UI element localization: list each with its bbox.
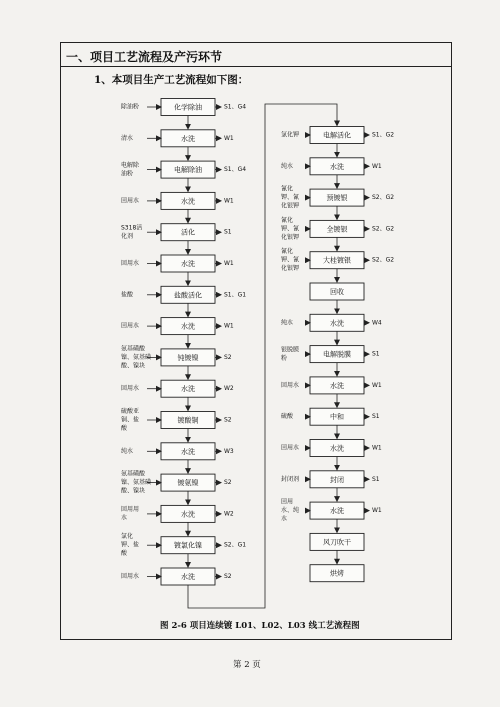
input-material-label: 钾、氰 [281,225,300,233]
pollutant-output-label: S2、G2 [372,225,395,233]
input-material-label: 回用用 [121,506,140,514]
pollutant-output-label: W1 [224,134,234,142]
process-step-label: 钝镀镍 [177,353,199,362]
input-material-label: 纯水 [121,447,134,455]
input-material-label: 镍、氨基磺 [121,353,152,361]
process-step-label: 水洗 [181,510,195,519]
process-step-label: 电解活化 [323,131,351,140]
process-step-label: 大桂镀银 [323,256,351,265]
process-step-label: 回收 [330,288,344,296]
input-material-label: 硫酸 [281,413,294,421]
input-material-label: 钾、氰 [281,256,300,264]
section-title: 一、项目工艺流程及产污环节 [66,50,223,64]
process-step-label: 预镀银 [326,194,348,203]
pollutant-output-label: S1 [372,413,380,421]
process-step-label: 风刀吹干 [323,538,351,547]
pollutant-output-label: S1 [372,475,380,483]
pollutant-output-label: S2 [224,479,232,487]
pollutant-output-label: W1 [372,444,382,452]
input-material-label: 回用水 [121,322,140,330]
input-material-label: 水、纯 [281,507,300,515]
input-material-label: 粉 [281,354,288,362]
pollutant-output-label: W1 [372,381,382,389]
input-material-label: 化银钾 [281,233,300,241]
input-material-label: 水 [121,514,128,522]
process-step-label: 水洗 [330,444,344,453]
process-step-label: 水洗 [181,197,195,206]
pollutant-output-label: S2 [224,573,232,580]
pollutant-output-label: W2 [224,385,234,393]
process-step-label: 中和 [330,413,344,422]
pollutant-output-label: S1、G1 [224,291,247,299]
input-material-label: 酸 [121,425,128,432]
input-material-label: 氰化 [281,216,294,224]
process-step-label: 镀氯化镍 [174,541,202,550]
process-step-label: 烘烤 [330,569,344,578]
pollutant-output-label: S2、G2 [372,256,395,264]
process-step-label: 水洗 [330,381,344,390]
input-material-label: 酸 [121,550,128,558]
process-step-label: 盐酸活化 [174,291,202,300]
input-material-label: 油粉 [121,170,134,178]
input-material-label: 回用水 [281,444,300,452]
process-step-label: 化学除油 [174,103,202,112]
input-material-label: 铜、盐 [121,416,140,424]
process-step-label: 镀氨镍 [177,479,199,488]
input-material-label: 酸、镍块 [121,487,146,495]
input-material-label: 氰化 [281,185,294,193]
input-material-label: 除油粉 [121,103,140,111]
process-step-label: 水洗 [181,573,195,581]
process-step-label: 水洗 [330,162,344,171]
input-material-label: 清水 [121,134,134,142]
process-step-label: 电解脱膜 [323,350,351,359]
process-step-label: 镀酸铜 [177,416,199,425]
process-step-label: 水洗 [181,447,195,456]
input-material-label: 酸、镍块 [121,362,146,370]
input-material-label: 回用水 [121,573,140,580]
input-material-label: 纯水 [281,162,294,170]
input-material-label: 镍、氨基磺 [121,479,152,487]
input-material-label: 盐酸 [121,291,134,299]
input-material-label: 氰化 [281,248,294,256]
input-material-label: 回用水 [121,197,140,205]
input-material-label: 回用水 [121,385,140,393]
pollutant-output-label: W1 [372,507,382,515]
process-step-label: 水洗 [330,507,344,516]
input-material-label: 回用水 [121,260,140,267]
input-material-label: 氨基磺酸 [121,345,146,353]
input-material-label: 钾、盐 [121,541,140,549]
input-material-label: 银脱膜 [281,346,300,354]
pollutant-output-label: S1、G4 [224,103,247,111]
pollutant-output-label: W3 [224,447,234,455]
pollutant-output-label: S1、G2 [372,131,395,139]
pollutant-output-label: W1 [224,260,234,267]
input-material-label: 化剂 [121,232,134,240]
input-material-label: 硫酸亚 [121,408,140,415]
input-material-label: 氨基磺酸 [121,470,146,478]
figure-caption: 图 2-6 项目连续镀 L01、L02、L03 线工艺流程图 [160,621,360,631]
input-material-label: 水 [281,515,288,523]
process-step-label: 水洗 [181,322,195,331]
input-material-label: 氯化钾 [281,131,300,139]
process-step-label: 封闭 [330,475,344,484]
process-step-label: 全镀银 [326,225,348,234]
input-material-label: 纯水 [281,319,294,327]
pollutant-output-label: W1 [224,197,234,205]
input-material-label: 钾、氰 [281,194,300,202]
process-step-label: 水洗 [330,319,344,328]
process-step-label: 电解除油 [174,166,202,175]
page-number: 第 2 页 [233,660,261,670]
process-step-label: 水洗 [181,134,195,143]
pollutant-output-label: S2 [224,416,232,424]
input-material-label: S318活 [121,224,143,232]
process-step-label: 水洗 [181,385,195,394]
input-material-label: 氯化 [121,533,134,541]
subsection-title: 1、本项目生产工艺流程如下图： [94,74,249,86]
pollutant-output-label: S2、G1 [224,541,247,549]
input-material-label: 回用 [281,498,294,506]
pollutant-output-label: S2、G2 [372,194,395,202]
pollutant-output-label: S1、G4 [224,166,247,174]
pollutant-output-label: W4 [372,319,382,327]
pollutant-output-label: S1 [372,350,380,358]
process-step-label: 水洗 [181,260,195,268]
pollutant-output-label: W1 [372,162,382,170]
input-material-label: 封闭剂 [281,475,300,483]
pollutant-output-label: W2 [224,510,234,518]
pollutant-output-label: S1 [224,228,232,236]
input-material-label: 回用水 [281,381,300,389]
pollutant-output-label: S2 [224,353,232,361]
process-step-label: 活化 [181,228,195,237]
input-material-label: 化银钾 [281,202,300,210]
input-material-label: 电解除 [121,161,140,169]
input-material-label: 化银钾 [281,265,300,273]
pollutant-output-label: W1 [224,322,234,330]
